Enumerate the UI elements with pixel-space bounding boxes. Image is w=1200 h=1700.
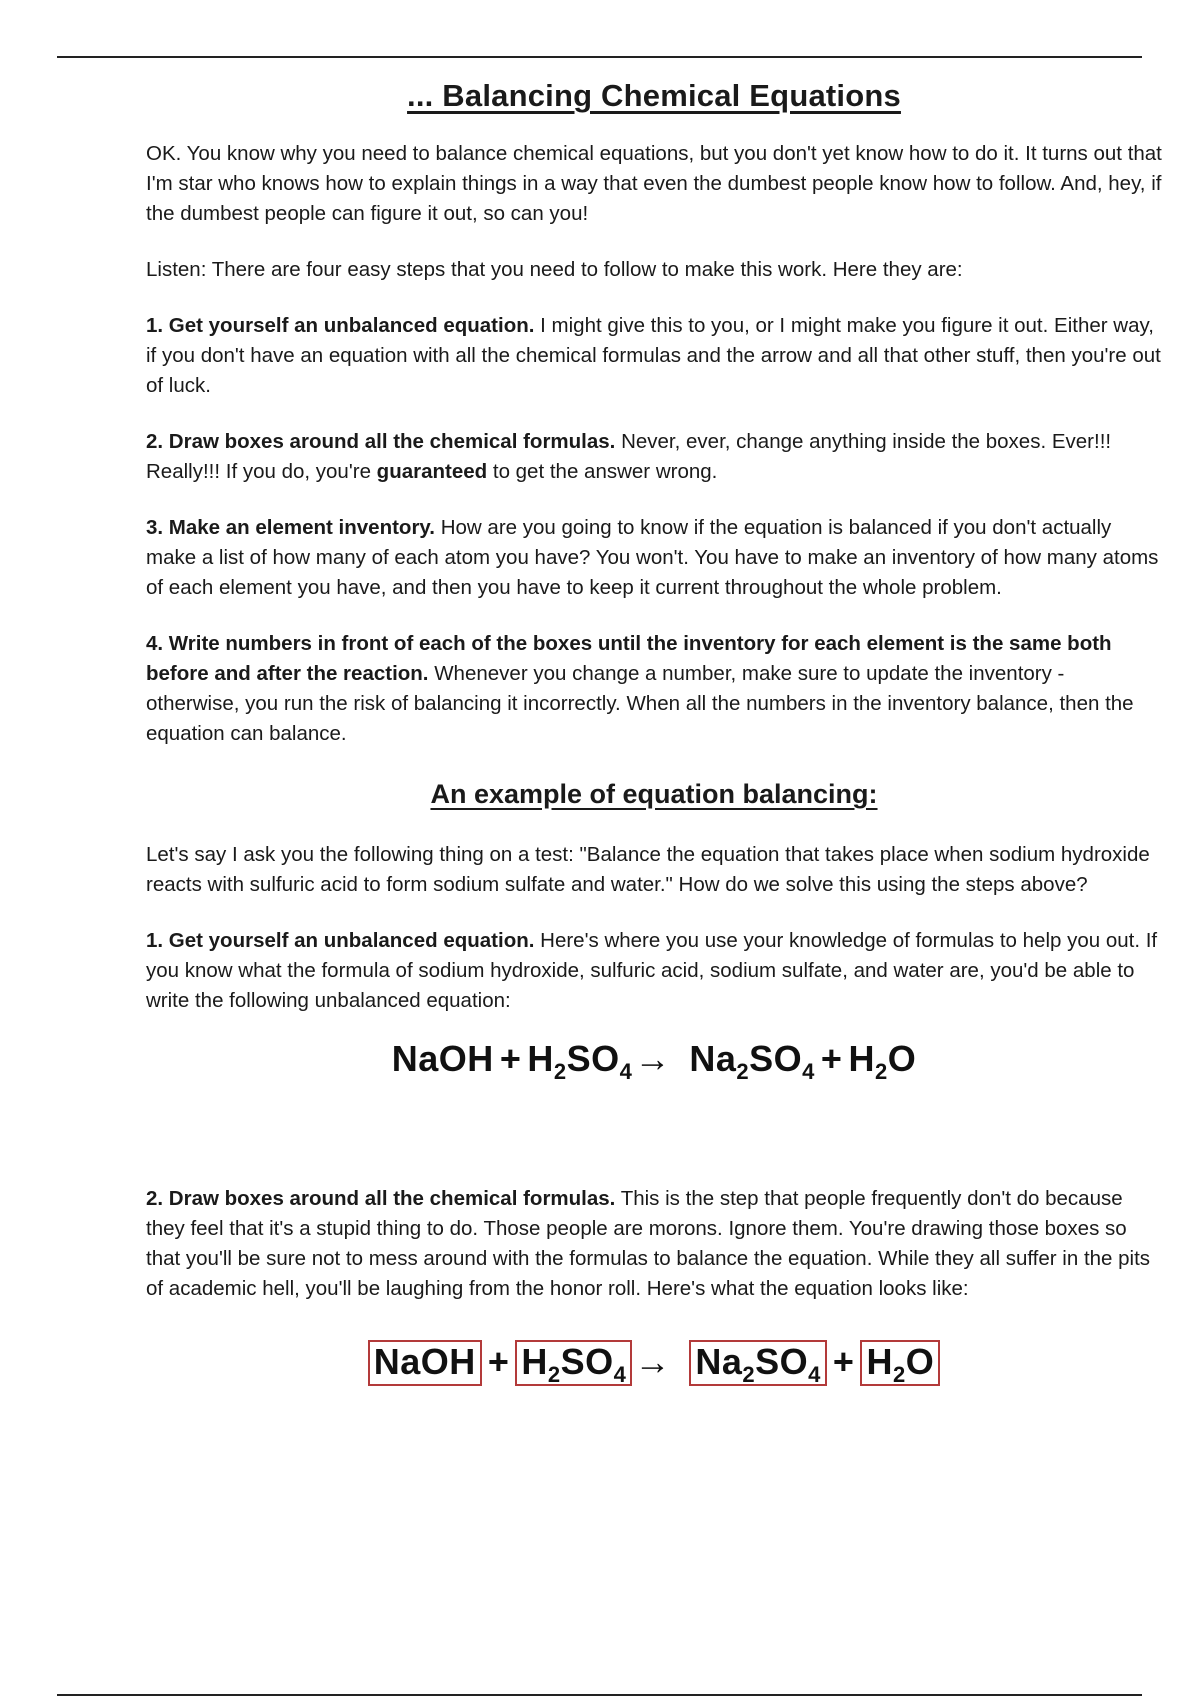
bottom-rule [57,1694,1142,1696]
example-intro: Let's say I ask you the following thing on a test: "Balance the equation that takes place when sodium hydroxide reacts with sulfuric acid to form sodium sulfate and water." How do we solve this using the steps above? [146,843,1150,896]
example-step-2-text: This is the step that people frequently don't do because they feel that it's a stupid thing to do. Those people are morons. Ignore them. You're drawing those boxes so that you'll be sure not to mess around with the formulas to balance the equation. While they all suffer in the pits of academic hell, you'll be laughing from the honor roll. Here's what the equation looks like: [146,1187,1151,1300]
example-step-1 [146,926,1162,1016]
step-2-text-b: to get the answer wrong. [487,460,718,483]
boxed-formula-naoh: NaOH [368,1340,482,1386]
boxed-formula-na2so4: $Na_2SO_4$ [689,1340,827,1386]
step-3 [146,513,1162,603]
reaction-arrow-icon: → [634,1038,671,1079]
step-4 [146,629,1162,749]
plus-sign: + [832,1341,855,1382]
intro-paragraph: OK. You know why you need to balance chemical equations, but you don't yet know how to do it. It turns out that I'm star who knows how to explain things in a way that even the dumbest people know how to follow. And, hey, if the dumbest people can figure it out, so can you! [146,142,1162,225]
step-1 [146,311,1162,401]
formula-na2so4: $Na_2SO_4$ [689,1038,815,1084]
boxed-formula-h2so4: $H_2SO_4$ [515,1340,632,1386]
step-1-lead: 1. Get yourself an unbalanced equation. [146,314,535,337]
step-2-lead: 2. Draw boxes around all the chemical formulas. [146,430,616,453]
example-step-2 [146,1184,1162,1304]
formula-h2so4: $H_2SO_4$ [527,1038,633,1084]
step-1-text: I might give this to you, or I might make you figure it out. Either way, if you don't have an equation with all the chemical formulas and the arrow and all that other stuff, then you're out of luck. [146,314,1161,397]
plus-sign: + [499,1038,522,1079]
document-body [146,78,1162,1386]
step-3-lead: 3. Make an element inventory. [146,516,436,539]
page-title: ... Balancing Chemical Equations [407,78,901,113]
formula-h2o: $H_2O$ [848,1038,917,1084]
plus-sign: + [820,1038,843,1079]
step-2-text-a: Never, ever, change anything inside the boxes. Ever!!! Really!!! If you do, you're [146,430,1112,483]
example-step-1-text: Here's where you use your knowledge of formulas to help you out. If you know what the formula of sodium hydroxide, sulfuric acid, sodium sulfate, and water are, you'd be able to write the following unbalanced equation: [146,929,1158,1012]
step-4-text: Whenever you change a number, make sure to update the inventory - otherwise, you run the risk of balancing it incorrectly. When all the numbers in the inventory balance, then the equation can balance. [146,662,1134,745]
step-3-text: How are you going to know if the equation is balanced if you don't actually make a list of how many of each atom you have? You won't. You have to make an inventory of how many atoms of each element you have, and then you have to keep it current throughout the whole problem. [146,516,1159,599]
steps-lead-paragraph: Listen: There are four easy steps that you need to follow to make this work. Here they are: [146,258,963,281]
example-heading: An example of equation balancing: [430,779,878,809]
example-step-1-lead: 1. Get yourself an unbalanced equation. [146,929,535,952]
boxed-formula-h2o: $H_2O$ [860,1340,940,1386]
step-4-lead: 4. Write numbers in front of each of the boxes until the inventory for each element is the same both before and after the reaction. [146,632,1112,685]
step-2 [146,427,1162,487]
plus-sign: + [487,1341,510,1382]
formula-naoh: NaOH [391,1038,494,1079]
reaction-arrow-icon: → [634,1341,671,1382]
example-step-2-lead: 2. Draw boxes around all the chemical formulas. [146,1187,616,1210]
boxed-equation [146,1340,1162,1386]
step-2-emphasis: guaranteed [376,460,488,483]
top-rule [57,56,1142,58]
unbalanced-equation [146,1038,1162,1084]
